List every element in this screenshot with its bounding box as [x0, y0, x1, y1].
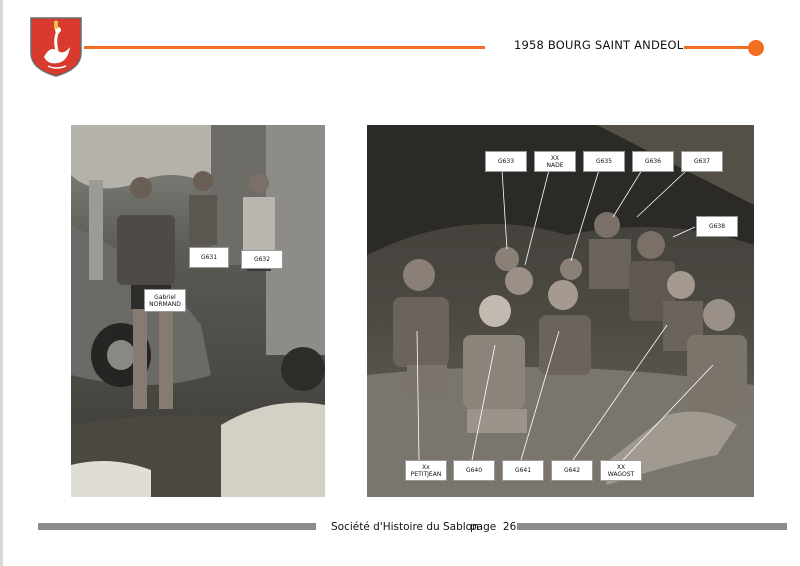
label-gabriel-normand: Gabriel NORMAND: [144, 289, 186, 312]
label-g642: G642: [551, 460, 593, 481]
label-g636: G636: [632, 151, 674, 172]
label-g641: G641: [502, 460, 544, 481]
header-rule-right: [684, 46, 750, 49]
label-g635: G635: [583, 151, 625, 172]
label-g631: G631: [189, 247, 229, 268]
heraldic-crest-icon: [30, 17, 82, 77]
footer-bar-right: [517, 523, 787, 530]
label-g638: G638: [696, 216, 738, 237]
page-title: 1958 BOURG SAINT ANDEOL: [514, 38, 684, 52]
label-xx-petitjean: Xx PETITJEAN: [405, 460, 447, 481]
footer-society: Société d'Histoire du Sablon: [331, 521, 479, 533]
label-g637: G637: [681, 151, 723, 172]
photo-left-image: [71, 125, 325, 497]
photo-right: [367, 125, 754, 497]
header-dot: [748, 40, 764, 56]
photo-left: [71, 125, 325, 497]
footer-page-number: page 26: [470, 521, 517, 533]
label-g633: G633: [485, 151, 527, 172]
page-edge: [0, 0, 3, 566]
header-rule-left: [84, 46, 485, 49]
label-g632: G632: [241, 250, 283, 269]
pointer-lines: [367, 125, 754, 497]
label-g640: G640: [453, 460, 495, 481]
label-xx-wagost: XX WAGOST: [600, 460, 642, 481]
footer-bar-left: [38, 523, 316, 530]
label-xx-nade: XX NADE: [534, 151, 576, 172]
